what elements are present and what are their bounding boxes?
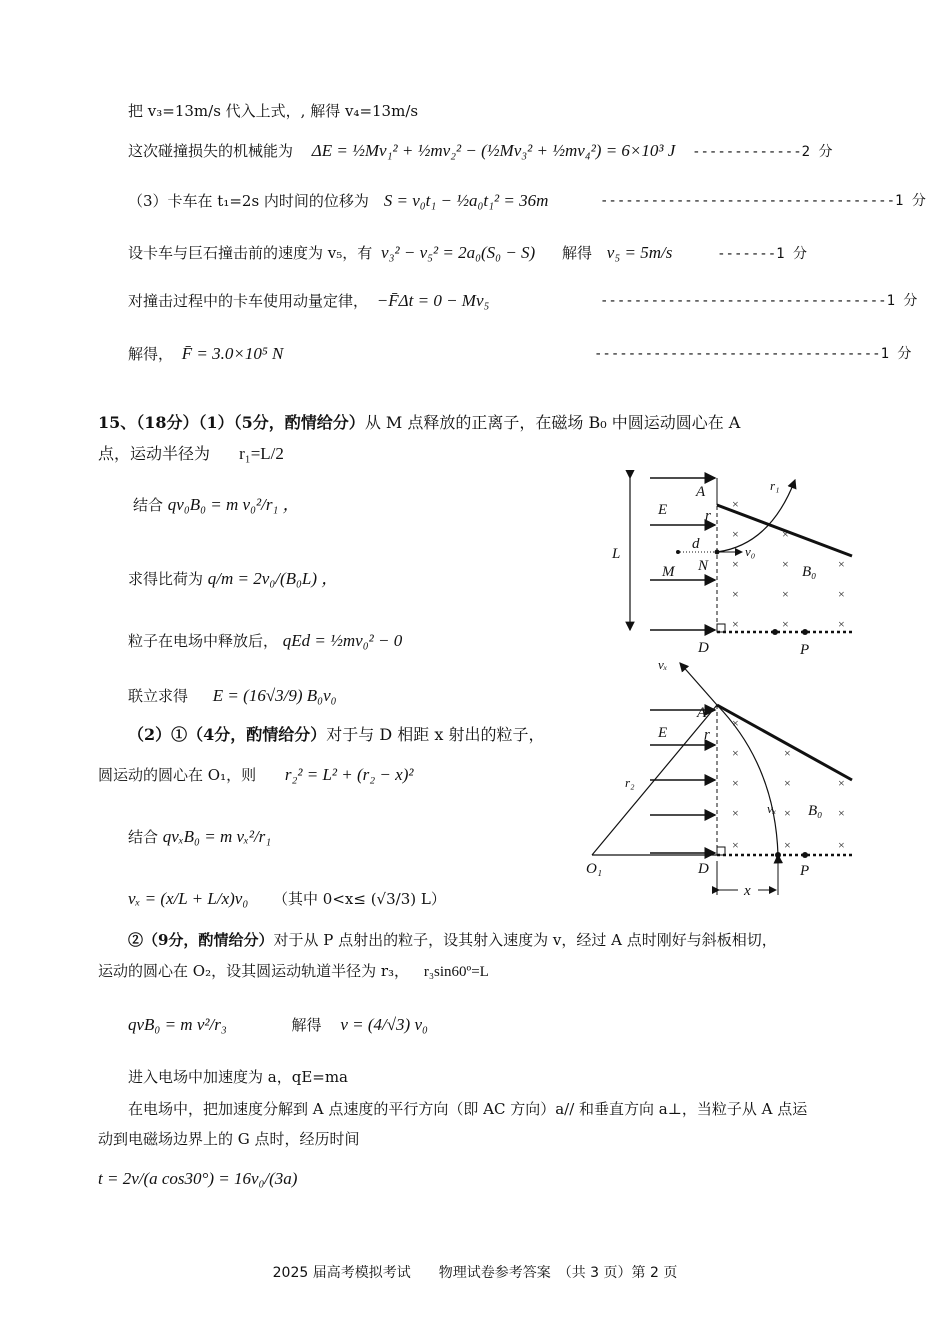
text: 结合 [133,496,164,514]
formula: qEd = ½mv₀² − 0 [282,631,403,650]
text: 对于与 D 相距 x 射出的粒子， [326,725,545,744]
text: 联立求得 [128,687,189,705]
text: 对撞击过程中的卡车使用动量定律， [128,292,369,310]
svg-text:×: × [838,776,845,790]
line-speed-before-impact [128,242,807,265]
q15-radius-line [98,443,284,465]
formula: q/m = 2v₀/(B₀L) ， [207,569,339,588]
fig1-label-d: d [692,536,700,552]
text: 设卡车与巨石撞击前的速度为 v₅，有 [128,244,373,262]
text: 求得比荷为 [128,570,204,588]
formula: qv₀B₀ = m v₀²/r₁ ， [167,495,300,514]
svg-text:×: × [732,776,739,790]
fig1-label-v0: v₀ [745,544,756,559]
fig1-label-E: E [658,502,668,518]
fig2-label-B0: B₀ [808,803,823,819]
line-energy-loss [128,140,833,163]
line-center-o2 [98,960,489,983]
svg-text:×: × [732,617,739,631]
text: （3）卡车在 t₁=2s 内时间的位移为 [128,192,369,210]
line-time [98,1168,297,1190]
line-combine2 [128,826,271,848]
svg-text:×: × [732,806,739,820]
formula: qvB₀ = m v²/r₃ [128,1015,227,1034]
text: 这次碰撞损失的机械能为 [128,142,294,160]
r1: r₁=L/2 [239,444,284,463]
text: 点，运动半径为 [98,444,211,463]
part3-heading [128,929,777,951]
text: 动到电磁场边界上的 G 点时，经历时间 [98,1130,360,1148]
svg-text:×: × [838,617,845,631]
svg-text:×: × [784,776,791,790]
formula: S = v₀t₁ − ½a₀t₁² = 36m [383,191,549,210]
line-charge-ratio [128,568,338,590]
fig2-label-P: P [800,863,810,879]
formula: F̄ = 3.0×10⁵ N [181,344,284,363]
line-acceleration [128,1066,348,1088]
svg-text:×: × [732,497,739,511]
fig2-label-r2: r₂ [625,775,635,790]
solve: 解得 [562,244,593,262]
text: 进入电场中加速度为 a，qE=ma [128,1068,348,1086]
score: -----------------------------------1 分 [600,193,926,209]
formula: E = (16√3/9) B₀v₀ [212,686,337,705]
line-center-o1 [98,764,413,786]
head: （2）①（4分，酌情给分） [128,725,327,744]
fig2-label-E: E [658,725,668,741]
figure-2 [580,655,870,905]
fig2-label-A: A [697,705,707,721]
text: 对于从 P 点射出的粒子，设其射入速度为 v，经过 A 点时刚好与斜板相切， [273,931,777,949]
solve: 解得 [291,1016,322,1034]
fig1-label-N: N [698,558,709,574]
score: ----------------------------------1 分 [594,346,912,362]
line-joint [128,685,337,707]
svg-text:×: × [732,838,739,852]
fig1-label-r1: r₁ [770,478,780,493]
formula: v₃² − v₅² = 2a₀(S₀ − S) [381,243,536,262]
svg-text:×: × [838,806,845,820]
text: 结合 [128,828,159,846]
score: -------------2 分 [692,144,833,160]
text: 粒子在电场中释放后， [128,632,279,650]
text: 解得， [128,345,174,363]
line-decompose-2 [98,1128,360,1150]
fig1-label-D: D [698,640,709,656]
result: v = (4/√3) v₀ [340,1015,428,1034]
page-footer: 2025 届高考模拟考试 物理试卷参考答案 （共 3 页）第 2 页 [272,1265,678,1281]
score: -------1 分 [717,246,807,262]
r3: r₃sin60º=L [423,964,489,980]
fig1-label-P: P [800,642,810,658]
fig2-label-vx2: vₓ [767,801,777,816]
svg-text:×: × [838,587,845,601]
formula: r₂² = L² + (r₂ − x)² [284,765,414,784]
svg-text:×: × [732,716,739,730]
q15-heading [98,412,740,434]
part2-heading [128,724,544,746]
score: ----------------------------------1 分 [600,293,918,309]
text: 圆运动的圆心在 O₁，则 [98,766,257,784]
fig2-label-vx: vₓ [658,657,668,672]
fig1-label-B0: B₀ [802,564,817,580]
svg-text:×: × [782,557,789,571]
figure-1 [610,470,870,660]
line-force-result [128,343,283,365]
fig2-label-O1: O₁ [586,861,603,877]
line-v4-result [128,100,418,122]
formula: −F̄Δt = 0 − Mv₅ [376,291,490,310]
fig2-label-x: x [744,883,751,899]
svg-text:×: × [732,557,739,571]
svg-text:×: × [782,527,789,541]
svg-text:×: × [732,746,739,760]
svg-text:×: × [838,557,845,571]
fig1-label-A: A [696,484,706,500]
svg-text:×: × [838,838,845,852]
fig2-label-D: D [698,861,709,877]
formula: t = 2v/(a cos30°) = 16v₀/(3a) [98,1169,298,1188]
formula: ΔE = ½Mv₁² + ½mv₂² − (½Mv₃² + ½mv₄²) = 6×10³ J [311,141,676,160]
svg-text:×: × [732,587,739,601]
text: 在电场中，把加速度分解到 A 点速度的平行方向（即 AC 方向）a// 和垂直方向 a⊥，当粒子从 A 点运 [128,1100,808,1118]
line-speed-v [128,1014,428,1036]
fig1-label-M: M [662,564,675,580]
line-displacement [128,190,548,212]
head: ②（9分，酌情给分） [128,931,274,949]
fig1-label-L: L [612,546,621,562]
line-decompose [128,1098,807,1120]
q15-head: 15、（18分）（1）（5分，酌情给分） [98,413,365,432]
fig2-label-r: r [704,727,710,743]
svg-text:×: × [784,746,791,760]
svg-text:×: × [732,527,739,541]
line-momentum [128,290,489,312]
line-vx [128,888,446,910]
formula: qvₓB₀ = m vₓ²/r₁ [162,827,272,846]
fig1-label-r: r [705,508,711,524]
line-combine1 [133,494,300,516]
result: v₅ = 5m/s [606,243,673,262]
svg-text:×: × [782,617,789,631]
svg-text:×: × [784,806,791,820]
svg-text:×: × [784,838,791,852]
q15-text: 从 M 点释放的正离子，在磁场 B₀ 中圆运动圆心在 A [364,413,741,432]
formula: vₓ = (x/L + L/x)v₀ [128,889,249,908]
range: （其中 0<x≤ (√3/3) L） [273,890,446,908]
text: 把 v₃=13m/s 代入上式，, 解得 v₄=13m/s [128,102,419,120]
text: 运动的圆心在 O₂，设其圆运动轨道半径为 r₃， [98,962,410,980]
line-release [128,630,402,652]
svg-text:×: × [782,587,789,601]
